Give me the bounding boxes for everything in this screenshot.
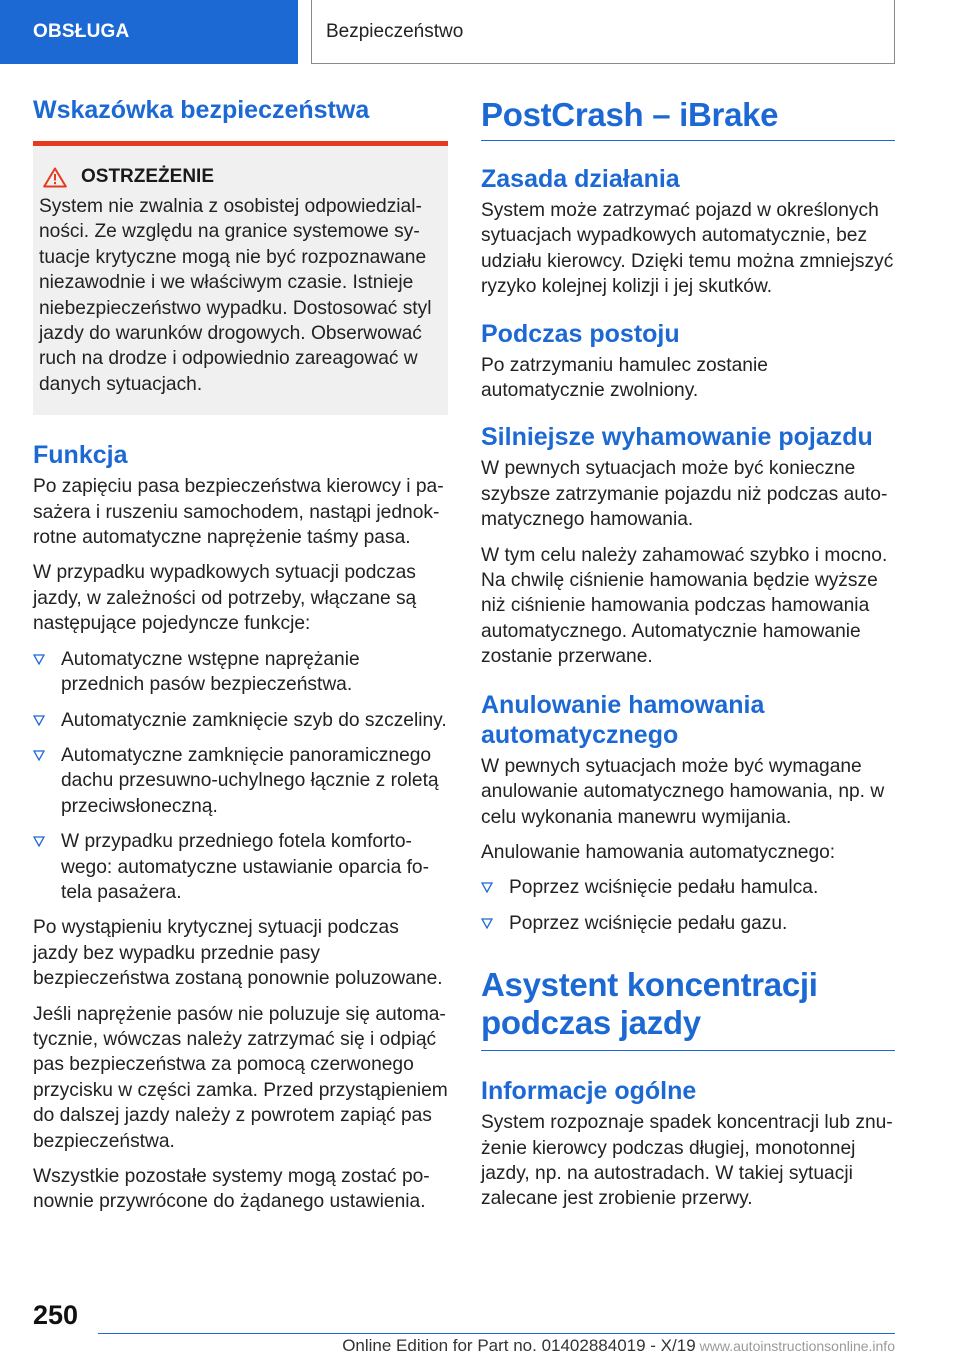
stronger-braking-heading: Silniejsze wyhamowanie pojazdu xyxy=(481,423,873,452)
watermark-text: www.autoinstructionsonline.info xyxy=(699,1338,895,1354)
function-paragraph-4: Jeśli naprężenie pasów nie poluzuje się automatycznie, wówczas należy zatrzymać się i odpiąć pas bezpieczeństwa za pomocą czerwonego przycisku w części zamka. Przed przystąpieniem do dalszej jazdy należy z powrotem zapiąć pas bezpieczeństwa. xyxy=(33,1003,448,1152)
chapter-tab: Bezpieczeństwo xyxy=(311,0,895,64)
general-info-heading: Informacje ogólne xyxy=(481,1077,697,1106)
triangle-bullet-icon xyxy=(33,750,45,761)
function-paragraph-5: Wszystkie pozostałe systemy mogą zostać ponownie przywrócone do żądanego ustawienia. xyxy=(33,1166,430,1213)
principle-heading: Zasada działania xyxy=(481,165,680,193)
general-info-paragraph: System rozpoznaje spadek koncentracji lub znużenie kierowcy podczas długiej, monotonnej jazdy, np. na autostradach. W takiej sytuacji zalecane jest zrobienie przerwy. xyxy=(481,1112,893,1210)
left-column xyxy=(33,96,448,1225)
cancel-braking-heading: Anulowanie hamowania automatycznego xyxy=(481,690,765,749)
page-number: 250 xyxy=(33,1300,79,1330)
warning-triangle-icon xyxy=(43,167,67,188)
list-item: Automatycznie zamknięcie szyb do szczeliny. xyxy=(33,708,448,733)
list-item: Poprzez wciśnięcie pedału hamulca. xyxy=(481,875,895,900)
function-list xyxy=(33,647,448,906)
cancel-braking-list xyxy=(481,875,895,936)
attention-assistant-title: Asystent koncentracji podczas jazdy xyxy=(481,966,895,1051)
cancel-braking-paragraph-2: Anulowanie hamowania automatycznego: xyxy=(481,841,836,863)
function-heading: Funkcja xyxy=(33,441,128,470)
standstill-heading: Podczas postoju xyxy=(481,319,680,348)
list-item: Automatyczne wstępne naprężanie przednich pasów bezpieczeństwa. xyxy=(33,647,448,698)
footer xyxy=(300,1336,895,1356)
triangle-bullet-icon xyxy=(33,715,45,726)
edition-text: Online Edition for Part no. 01402884019 - X/19 xyxy=(342,1336,696,1355)
cancel-braking-paragraph-1: W pewnych sytuacjach może być wymagane anulowanie automatycznego hamowania, np. w celu wykonania manewru wymijania. xyxy=(481,755,885,828)
page-header xyxy=(0,0,960,66)
list-item: Automatyczne zamknięcie panoramicznego dachu przesuwno-uchylnego łącznie z roletą przeciwsłoneczną. xyxy=(33,743,448,819)
function-paragraph-3: Po wystąpieniu krytycznej sytuacji podczas jazdy bez wypadku przednie pasy bezpieczeństwa zostaną ponownie poluzowane. xyxy=(33,917,443,990)
warning-box xyxy=(33,141,448,415)
triangle-bullet-icon xyxy=(33,654,45,665)
function-paragraph-1: Po zapięciu pasa bezpieczeństwa kierowcy i pasażera i ruszeniu samochodem, nastąpi jednokrotne automatyczne naprężenie taśmy pasa. xyxy=(33,476,444,549)
list-item: Poprzez wciśnięcie pedału gazu. xyxy=(481,911,895,936)
standstill-paragraph: Po zatrzymaniu hamulec zostanie automatycznie zwolniony. xyxy=(481,354,768,402)
postcrash-title: PostCrash – iBrake xyxy=(481,96,895,141)
warning-title: OSTRZEŻENIE xyxy=(81,166,215,187)
warning-title-row xyxy=(43,166,442,188)
triangle-bullet-icon xyxy=(481,882,493,893)
triangle-bullet-icon xyxy=(481,918,493,929)
section-tab: OBSŁUGA xyxy=(0,0,298,64)
right-column xyxy=(481,96,895,1222)
safety-heading: Wskazówka bezpieczeństwa xyxy=(33,96,370,124)
stronger-braking-paragraph-2: W tym celu należy zahamować szybko i mocno. Na chwilę ciśnienie hamowania będzie wyższe niż ciśnienie hamowania podczas hamowania automatycznego. Automatycznie hamowanie zostanie przerwane. xyxy=(481,544,888,668)
footer-divider xyxy=(98,1333,895,1334)
function-paragraph-2: W przypadku wypadkowych sytuacji podczas jazdy, w zależności od potrzeby, włączane są następujące pojedyncze funkcje: xyxy=(33,562,417,635)
warning-text: System nie zwalnia z osobistej odpowiedzialności. Ze względu na granice systemowe sytuacje krytyczne mogą nie być rozpoznawane niezawodnie i we właściwym czasie. Istnieje niebezpieczeństwo wypadku. Dostosować styl jazdy do warunków drogowych. Obserwować ruch na drodze i odpowiednio zareagować w danych sytuacjach. xyxy=(39,196,432,395)
principle-paragraph: System może zatrzymać pojazd w określonych sytuacjach wypadkowych automatycznie, bez udziału kierowcy. Dzięki temu można zmniejszyć ryzyko kolejnej kolizji i jej skutków. xyxy=(481,200,894,298)
triangle-bullet-icon xyxy=(33,836,45,847)
list-item: W przypadku przedniego fotela komfortowego: automatyczne ustawianie oparcia fotela pasażera. xyxy=(33,829,448,905)
stronger-braking-paragraph-1: W pewnych sytuacjach może być konieczne szybsze zatrzymanie pojazdu niż podczas automatycznego hamowania. xyxy=(481,458,888,531)
